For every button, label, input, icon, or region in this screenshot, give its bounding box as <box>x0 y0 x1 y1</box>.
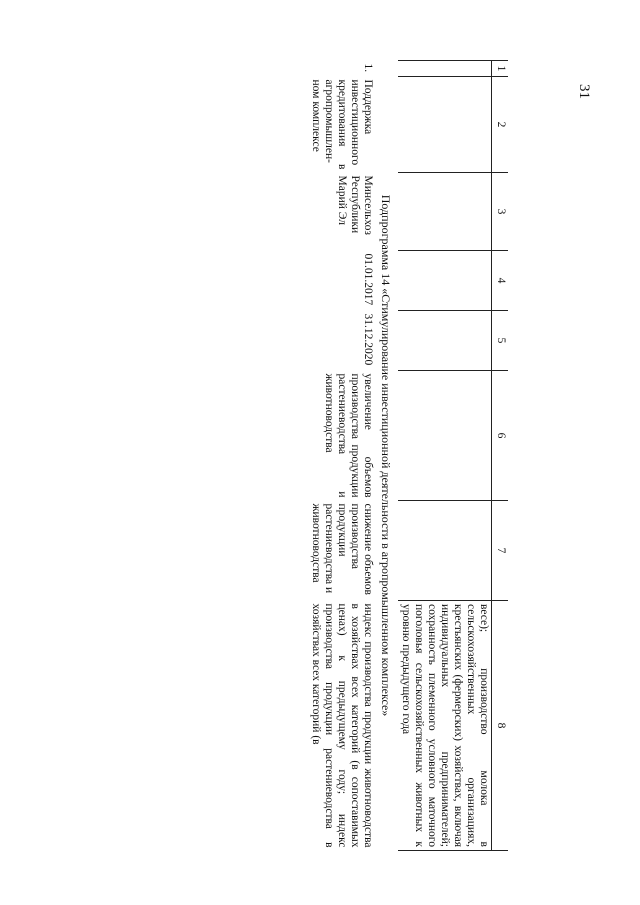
indicators: индекс производства продукции животноводства в хозяйствах всех категорий (в сопоставимых ценах) к предыдущему году; индекс производства продукции растениеводства в хозяйствах всех категорий (в <box>310 603 374 848</box>
consequence: снижение объемов производства продукции растениеводства и животноводства <box>310 503 374 595</box>
header-cell: 6 <box>492 371 509 501</box>
row-number: 1. <box>362 63 374 73</box>
continuation-row <box>398 61 492 851</box>
expected-result: увеличение объемов производства продукции растениеводства и животноводства <box>323 373 374 498</box>
table-row <box>308 61 375 851</box>
start-date: 01.01.2017 <box>362 253 374 306</box>
measure-name: Поддержка инвестиционного кредитования в агропромышлен-ном комплексе <box>310 79 374 170</box>
executor: Минсельхоз Республики Марий Эл <box>336 175 374 235</box>
page-number: 31 <box>576 84 592 99</box>
header-row <box>492 61 509 851</box>
subprogram-row <box>375 61 398 851</box>
end-date: 31.12.2020 <box>362 313 374 366</box>
header-cell: 1 <box>492 61 509 77</box>
subprogram-title: Подпрограмма 14 «Стимулирование инвестиционной деятельности в агропромышленном комплексе» <box>379 194 393 717</box>
program-table <box>308 60 508 851</box>
header-cell: 5 <box>492 311 509 371</box>
header-cell: 2 <box>492 77 509 173</box>
header-cell: 8 <box>492 601 509 851</box>
continuation-indicators: весе); производство молока в сельскохозяйственных организациях, крестьянских (фермерских) хозяйствах, включая индивидуальных предпринимателей; сохранность племенного условного маточного поголовья сельскохозяйственных животных к уровню предыдущего года <box>398 601 492 851</box>
header-cell: 7 <box>492 501 509 601</box>
rotated-sheet <box>108 60 508 850</box>
header-cell: 4 <box>492 251 509 311</box>
header-cell: 3 <box>492 173 509 251</box>
